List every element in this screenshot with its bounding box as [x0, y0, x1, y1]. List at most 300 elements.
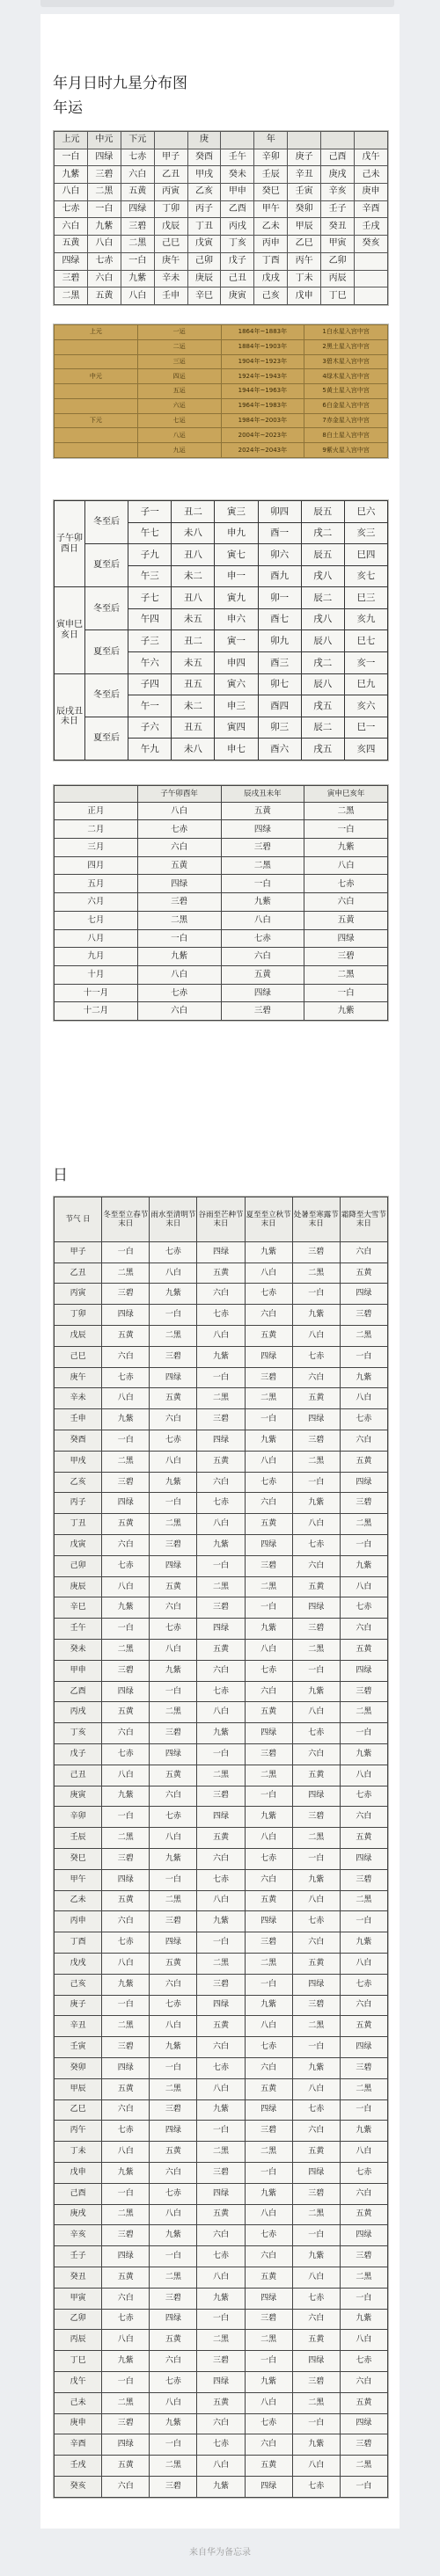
table-cell: 六白	[221, 948, 304, 966]
table-cell: 壬午	[55, 1619, 102, 1640]
table-cell: 三碧	[121, 218, 154, 236]
table-cell: 三碧	[292, 2183, 340, 2204]
table-cell: 子七	[128, 587, 172, 609]
table-cell: 九紫	[150, 1472, 197, 1493]
table-cell: 九紫	[150, 2037, 197, 2058]
table-cell: 八白	[150, 1263, 197, 1284]
table-row	[55, 1681, 388, 1702]
table-cell: 甲申	[55, 1660, 102, 1681]
table-cell: 四绿	[197, 1619, 245, 1640]
table-cell: 一白	[292, 2413, 340, 2434]
top-bar	[40, 0, 394, 7]
table-cell: 四绿	[197, 2183, 245, 2204]
table-cell: 甲寅	[55, 2288, 102, 2309]
table-row	[55, 911, 388, 929]
table-cell: 午三	[128, 565, 172, 587]
table-cell: 六白	[150, 1409, 197, 1430]
table-cell: 三碧	[221, 1002, 304, 1021]
table-row	[55, 1472, 388, 1493]
table-cell: 癸巳	[55, 1848, 102, 1869]
table-header-row	[55, 1197, 388, 1242]
table-cell: 巳六	[344, 501, 387, 523]
table-cell: 丑八	[172, 544, 215, 566]
table-cell: 寅六	[215, 673, 258, 695]
table-cell: 庚辰	[187, 270, 221, 287]
table-row	[55, 856, 388, 875]
table-row	[55, 1869, 388, 1890]
table-cell: 癸巳	[254, 184, 288, 201]
table-cell: 二黑	[55, 287, 88, 305]
table-cell: 八白	[197, 2078, 245, 2099]
table-cell: 丁酉	[55, 1932, 102, 1954]
table-cell: 八白	[340, 1388, 387, 1409]
season-cell: 夏至后	[85, 717, 128, 760]
table-cell: 七赤	[197, 2246, 245, 2267]
table-cell: 三碧	[197, 1786, 245, 1807]
table-row	[55, 2183, 388, 2204]
table-cell: 七赤	[150, 1241, 197, 1263]
table-cell: 一白	[197, 1932, 245, 1954]
table-cell: 一白	[340, 1346, 387, 1367]
table-cell: 丙寅	[55, 1284, 102, 1305]
table-row	[55, 2142, 388, 2163]
table-cell: 庚寅	[55, 1786, 102, 1807]
table-cell: 二黑	[150, 2456, 197, 2477]
table-cell: 四绿	[221, 820, 304, 839]
header-cell: 霜降至大雪节末日	[340, 1197, 387, 1242]
table-cell: 六白	[150, 2351, 197, 2372]
table-cell: 九紫	[340, 1932, 387, 1954]
table-cell: 丁丑	[187, 218, 221, 236]
table-cell: 七赤	[137, 984, 221, 1002]
table-cell: 二黑	[245, 2330, 292, 2351]
table-cell: 亥一	[344, 652, 387, 674]
table-cell: 三碧	[102, 1660, 150, 1681]
table-cell: 申九	[215, 522, 258, 544]
table-row	[55, 1326, 388, 1347]
month-star-table-image	[53, 784, 389, 1022]
table-cell: 六运	[137, 398, 221, 413]
nine-cycle-table-image	[53, 324, 389, 459]
month-star-table	[54, 785, 388, 1021]
table-cell: 九紫	[102, 1786, 150, 1807]
table-cell: 四绿	[102, 1305, 150, 1326]
table-row	[55, 1241, 388, 1263]
table-cell: 九紫	[102, 1597, 150, 1619]
table-cell: 四绿	[292, 1974, 340, 1995]
table-cell: 亥四	[344, 739, 387, 760]
table-cell: 二黑	[292, 1263, 340, 1284]
table-cell: 甲戌	[55, 1451, 102, 1472]
table-cell: 五月	[55, 875, 138, 893]
table-cell: 四绿	[245, 1723, 292, 1744]
table-row	[55, 893, 388, 912]
table-cell: 二黑	[150, 2078, 197, 2099]
table-cell: 9紫火星入宫中宫	[304, 443, 388, 458]
header-cell: 子午卯酉年	[137, 786, 221, 803]
table-cell: 2004年~2023年	[221, 428, 304, 443]
season-cell: 冬至后	[85, 501, 128, 544]
table-cell: 五黄	[292, 2330, 340, 2351]
table-row	[55, 354, 388, 369]
table-cell: 六白	[292, 1367, 340, 1388]
table-cell: 九紫	[150, 1848, 197, 1869]
table-cell: 四绿	[197, 2371, 245, 2392]
table-cell: 八白	[292, 2267, 340, 2288]
table-cell: 甲戌	[187, 166, 221, 184]
table-cell: 二黑	[150, 1702, 197, 1723]
table-cell: 卯七	[258, 673, 301, 695]
header-cell: 中元	[87, 132, 121, 149]
table-cell: 二黑	[150, 2267, 197, 2288]
table-cell: 二黑	[340, 2456, 387, 2477]
table-cell: 丁未	[288, 270, 321, 287]
table-row	[55, 2016, 388, 2037]
table-cell: 未二	[172, 695, 215, 717]
table-header-row	[55, 132, 388, 149]
table-row	[55, 443, 388, 458]
table-cell: 己亥	[55, 1974, 102, 1995]
table-cell: 酉一	[258, 522, 301, 544]
table-cell: 卯六	[258, 544, 301, 566]
table-cell: 寅七	[215, 544, 258, 566]
table-cell: 四绿	[245, 2288, 292, 2309]
table-cell: 辛酉	[355, 200, 388, 218]
table-cell: 上元	[55, 325, 138, 340]
table-cell: 八白	[150, 1828, 197, 1849]
table-cell: 六白	[102, 1346, 150, 1367]
table-row	[55, 965, 388, 984]
table-cell: 壬戌	[355, 218, 388, 236]
table-cell: 壬申	[154, 287, 187, 305]
table-cell: 五黄	[292, 1388, 340, 1409]
table-row	[55, 2309, 388, 2330]
table-cell: 戊辰	[55, 1326, 102, 1347]
header-cell: 冬至至立春节末日	[102, 1197, 150, 1242]
table-cell: 戌二	[301, 522, 344, 544]
header-cell	[221, 132, 254, 149]
table-cell: 二黑	[340, 1326, 387, 1347]
table-row	[55, 1284, 388, 1305]
header-cell: 上元	[55, 132, 88, 149]
table-cell: 一白	[150, 1681, 197, 1702]
table-cell: 壬子	[55, 2246, 102, 2267]
table-cell: 五黄	[304, 911, 388, 929]
table-cell: 寅一	[215, 630, 258, 652]
table-cell: 6白金星入宫中宫	[304, 398, 388, 413]
header-cell	[55, 786, 138, 803]
header-cell: 寅申巳亥年	[304, 786, 388, 803]
table-cell: 三碧	[55, 270, 88, 287]
table-cell: 四绿	[137, 875, 221, 893]
table-cell: 一白	[137, 929, 221, 948]
table-cell: 壬辰	[55, 1828, 102, 1849]
table-cell: 丙午	[55, 2121, 102, 2142]
table-cell: 五黄	[245, 2267, 292, 2288]
table-row	[55, 2037, 388, 2058]
table-cell: 午一	[128, 695, 172, 717]
table-cell: 八白	[150, 1451, 197, 1472]
table-row	[55, 1535, 388, 1556]
table-cell: 庚辰	[55, 1576, 102, 1597]
table-row	[55, 287, 388, 305]
table-cell: 丙申	[254, 236, 288, 253]
table-cell: 六白	[197, 1848, 245, 1869]
table-cell: 三碧	[150, 2288, 197, 2309]
table-row	[55, 1932, 388, 1954]
table-cell: 三碧	[150, 1911, 197, 1932]
table-cell: 二黑	[304, 802, 388, 820]
table-cell: 一白	[102, 1241, 150, 1263]
table-cell: 九紫	[340, 1555, 387, 1576]
table-cell: 四绿	[340, 2413, 387, 2434]
table-cell: 三碧	[245, 1367, 292, 1388]
table-cell: 二黑	[292, 1828, 340, 1849]
table-cell: 六白	[245, 2246, 292, 2267]
table-cell: 七赤	[87, 252, 121, 270]
table-cell: 二黑	[292, 2392, 340, 2413]
table-cell: 四绿	[150, 1744, 197, 1765]
table-cell: 二黑	[150, 1326, 197, 1347]
table-row	[55, 1367, 388, 1388]
table-cell: 一白	[292, 1660, 340, 1681]
table-cell: 八白	[245, 1451, 292, 1472]
table-row	[55, 717, 388, 739]
table-row	[55, 1765, 388, 1786]
year-heading: 年运	[53, 99, 83, 117]
table-cell: 己巳	[154, 236, 187, 253]
table-cell: 丁未	[55, 2142, 102, 2163]
table-row	[55, 544, 388, 566]
table-cell: 四绿	[304, 929, 388, 948]
table-cell: 庚戌	[55, 2204, 102, 2225]
table-cell: 二黑	[292, 2204, 340, 2225]
table-cell: 二黑	[221, 856, 304, 875]
table-cell: 戊子	[221, 252, 254, 270]
table-cell: 九紫	[137, 948, 221, 966]
table-cell: 乙亥	[55, 1472, 102, 1493]
table-cell: 九紫	[150, 1284, 197, 1305]
table-cell: 五黄	[221, 802, 304, 820]
table-cell: 3碧木星入宫中宫	[304, 354, 388, 369]
table-cell: 丁巳	[321, 287, 355, 305]
table-cell: 三碧	[102, 1472, 150, 1493]
season-cell: 冬至后	[85, 673, 128, 717]
table-cell: 一白	[102, 1430, 150, 1452]
table-cell: 三碧	[150, 2476, 197, 2497]
table-cell: 八白	[102, 2330, 150, 2351]
table-cell: 五黄	[197, 2016, 245, 2037]
table-cell: 六白	[197, 1284, 245, 1305]
table-cell: 庚午	[154, 252, 187, 270]
table-cell: 未八	[172, 739, 215, 760]
table-cell: 六白	[292, 1744, 340, 1765]
table-cell: 九紫	[245, 1619, 292, 1640]
table-row	[55, 2456, 388, 2477]
table-cell: 一白	[102, 1807, 150, 1828]
table-cell: 乙巳	[288, 236, 321, 253]
table-cell: 八白	[292, 1890, 340, 1911]
table-cell: 二黑	[340, 1514, 387, 1535]
table-cell: 四绿	[340, 1848, 387, 1869]
table-cell: 七赤	[340, 1974, 387, 1995]
table-cell: 乙卯	[321, 252, 355, 270]
table-cell: 二运	[137, 339, 221, 354]
table-cell: 九紫	[245, 2183, 292, 2204]
table-cell: 五黄	[197, 2204, 245, 2225]
table-cell: 七赤	[245, 2037, 292, 2058]
table-cell: 三碧	[292, 1430, 340, 1452]
table-cell: 五黄	[245, 1326, 292, 1347]
table-cell: 三碧	[292, 1619, 340, 1640]
table-row	[55, 252, 388, 270]
table-row	[55, 1786, 388, 1807]
table-cell: 壬寅	[288, 184, 321, 201]
table-cell: 乙未	[254, 218, 288, 236]
table-cell: 五黄	[340, 2016, 387, 2037]
table-cell: 戊辰	[154, 218, 187, 236]
table-cell: 六白	[87, 270, 121, 287]
table-cell: 一白	[340, 1723, 387, 1744]
table-cell: 丑五	[172, 673, 215, 695]
day-heading: 日	[53, 1167, 68, 1184]
table-cell: 巳三	[344, 587, 387, 609]
table-cell: 亥九	[344, 608, 387, 630]
table-cell: 九紫	[292, 2057, 340, 2078]
table-cell: 七赤	[340, 1597, 387, 1619]
table-row	[55, 369, 388, 384]
table-cell: 八白	[340, 2142, 387, 2163]
table-cell: 丁卯	[154, 200, 187, 218]
table-cell: 5黄土星入宫中宫	[304, 384, 388, 399]
table-cell: 庚寅	[221, 287, 254, 305]
table-cell: 四绿	[150, 2121, 197, 2142]
table-cell: 七赤	[197, 2434, 245, 2456]
table-cell: 一白	[245, 2351, 292, 2372]
table-row	[55, 1702, 388, 1723]
table-cell: 1884年~1903年	[221, 339, 304, 354]
table-cell	[55, 384, 138, 399]
table-cell: 酉七	[258, 608, 301, 630]
table-cell: 三碧	[292, 1807, 340, 1828]
table-cell: 午六	[128, 652, 172, 674]
table-cell: 戊寅	[187, 236, 221, 253]
table-row	[55, 398, 388, 413]
page-title: 年月日时九星分布图	[53, 75, 187, 92]
table-cell: 七赤	[102, 1932, 150, 1954]
table-row	[55, 1597, 388, 1619]
table-cell: 六白	[197, 2037, 245, 2058]
group-label: 寅申巳亥日	[55, 587, 85, 673]
table-cell: 七赤	[292, 1911, 340, 1932]
table-cell: 一白	[102, 2183, 150, 2204]
table-cell: 一运	[137, 325, 221, 340]
table-cell: 二黑	[304, 965, 388, 984]
table-cell: 己酉	[321, 149, 355, 166]
table-cell: 乙卯	[55, 2309, 102, 2330]
table-cell: 九紫	[340, 1744, 387, 1765]
table-row	[55, 1974, 388, 1995]
table-cell: 三碧	[245, 1744, 292, 1765]
table-cell: 四绿	[245, 2476, 292, 2497]
table-cell: 辛丑	[55, 2016, 102, 2037]
table-cell: 七赤	[197, 1681, 245, 1702]
table-cell: 八白	[245, 2204, 292, 2225]
table-cell: 七赤	[292, 1346, 340, 1367]
table-cell: 九紫	[304, 839, 388, 857]
table-cell: 壬午	[221, 149, 254, 166]
table-cell: 五运	[137, 384, 221, 399]
table-cell: 丙戌	[221, 218, 254, 236]
table-cell: 四绿	[245, 1911, 292, 1932]
table-cell: 九紫	[197, 1911, 245, 1932]
table-row	[55, 1388, 388, 1409]
table-cell: 己丑	[221, 270, 254, 287]
table-cell: 七赤	[340, 2351, 387, 2372]
table-row	[55, 2413, 388, 2434]
table-cell: 癸卯	[55, 2057, 102, 2078]
table-cell: 四绿	[150, 1367, 197, 1388]
day-star-table-image	[53, 1196, 389, 2499]
table-cell: 八白	[150, 2392, 197, 2413]
table-cell: 二黑	[121, 236, 154, 253]
table-row	[55, 1555, 388, 1576]
table-row	[55, 1995, 388, 2016]
table-cell: 八月	[55, 929, 138, 948]
header-cell: 节气 日	[55, 1197, 102, 1242]
table-cell: 六白	[102, 1911, 150, 1932]
table-cell: 八白	[245, 1828, 292, 1849]
table-cell: 六白	[245, 1493, 292, 1514]
table-cell: 己卯	[187, 252, 221, 270]
table-cell: 九紫	[197, 1535, 245, 1556]
table-row	[55, 2057, 388, 2078]
table-cell: 丑二	[172, 501, 215, 523]
table-cell: 六白	[245, 1869, 292, 1890]
table-cell: 六白	[292, 1555, 340, 1576]
table-cell: 壬寅	[55, 2037, 102, 2058]
table-cell: 六白	[197, 2225, 245, 2246]
table-row	[55, 1807, 388, 1828]
table-cell: 酉三	[258, 652, 301, 674]
table-cell: 癸酉	[187, 149, 221, 166]
table-cell: 二黑	[340, 2267, 387, 2288]
table-cell: 六白	[55, 218, 88, 236]
table-row	[55, 2121, 388, 2142]
table-row	[55, 802, 388, 820]
table-cell: 八白	[221, 911, 304, 929]
table-cell: 六白	[245, 2057, 292, 2078]
table-cell: 申一	[215, 565, 258, 587]
table-row	[55, 2204, 388, 2225]
table-cell	[55, 398, 138, 413]
season-cell: 夏至后	[85, 630, 128, 673]
table-cell: 一白	[150, 2057, 197, 2078]
table-cell: 二黑	[245, 1388, 292, 1409]
table-cell: 一白	[197, 1744, 245, 1765]
table-cell: 丙申	[55, 1911, 102, 1932]
table-row	[55, 339, 388, 354]
table-cell: 五黄	[221, 965, 304, 984]
table-cell: 酉四	[258, 695, 301, 717]
header-cell: 谷雨至芒种节末日	[197, 1197, 245, 1242]
table-cell: 二黑	[245, 1576, 292, 1597]
table-cell: 六白	[245, 2434, 292, 2456]
table-cell: 一白	[150, 1869, 197, 1890]
table-cell: 五黄	[150, 1765, 197, 1786]
table-cell: 九紫	[221, 893, 304, 912]
table-cell: 1924年~1943年	[221, 369, 304, 384]
